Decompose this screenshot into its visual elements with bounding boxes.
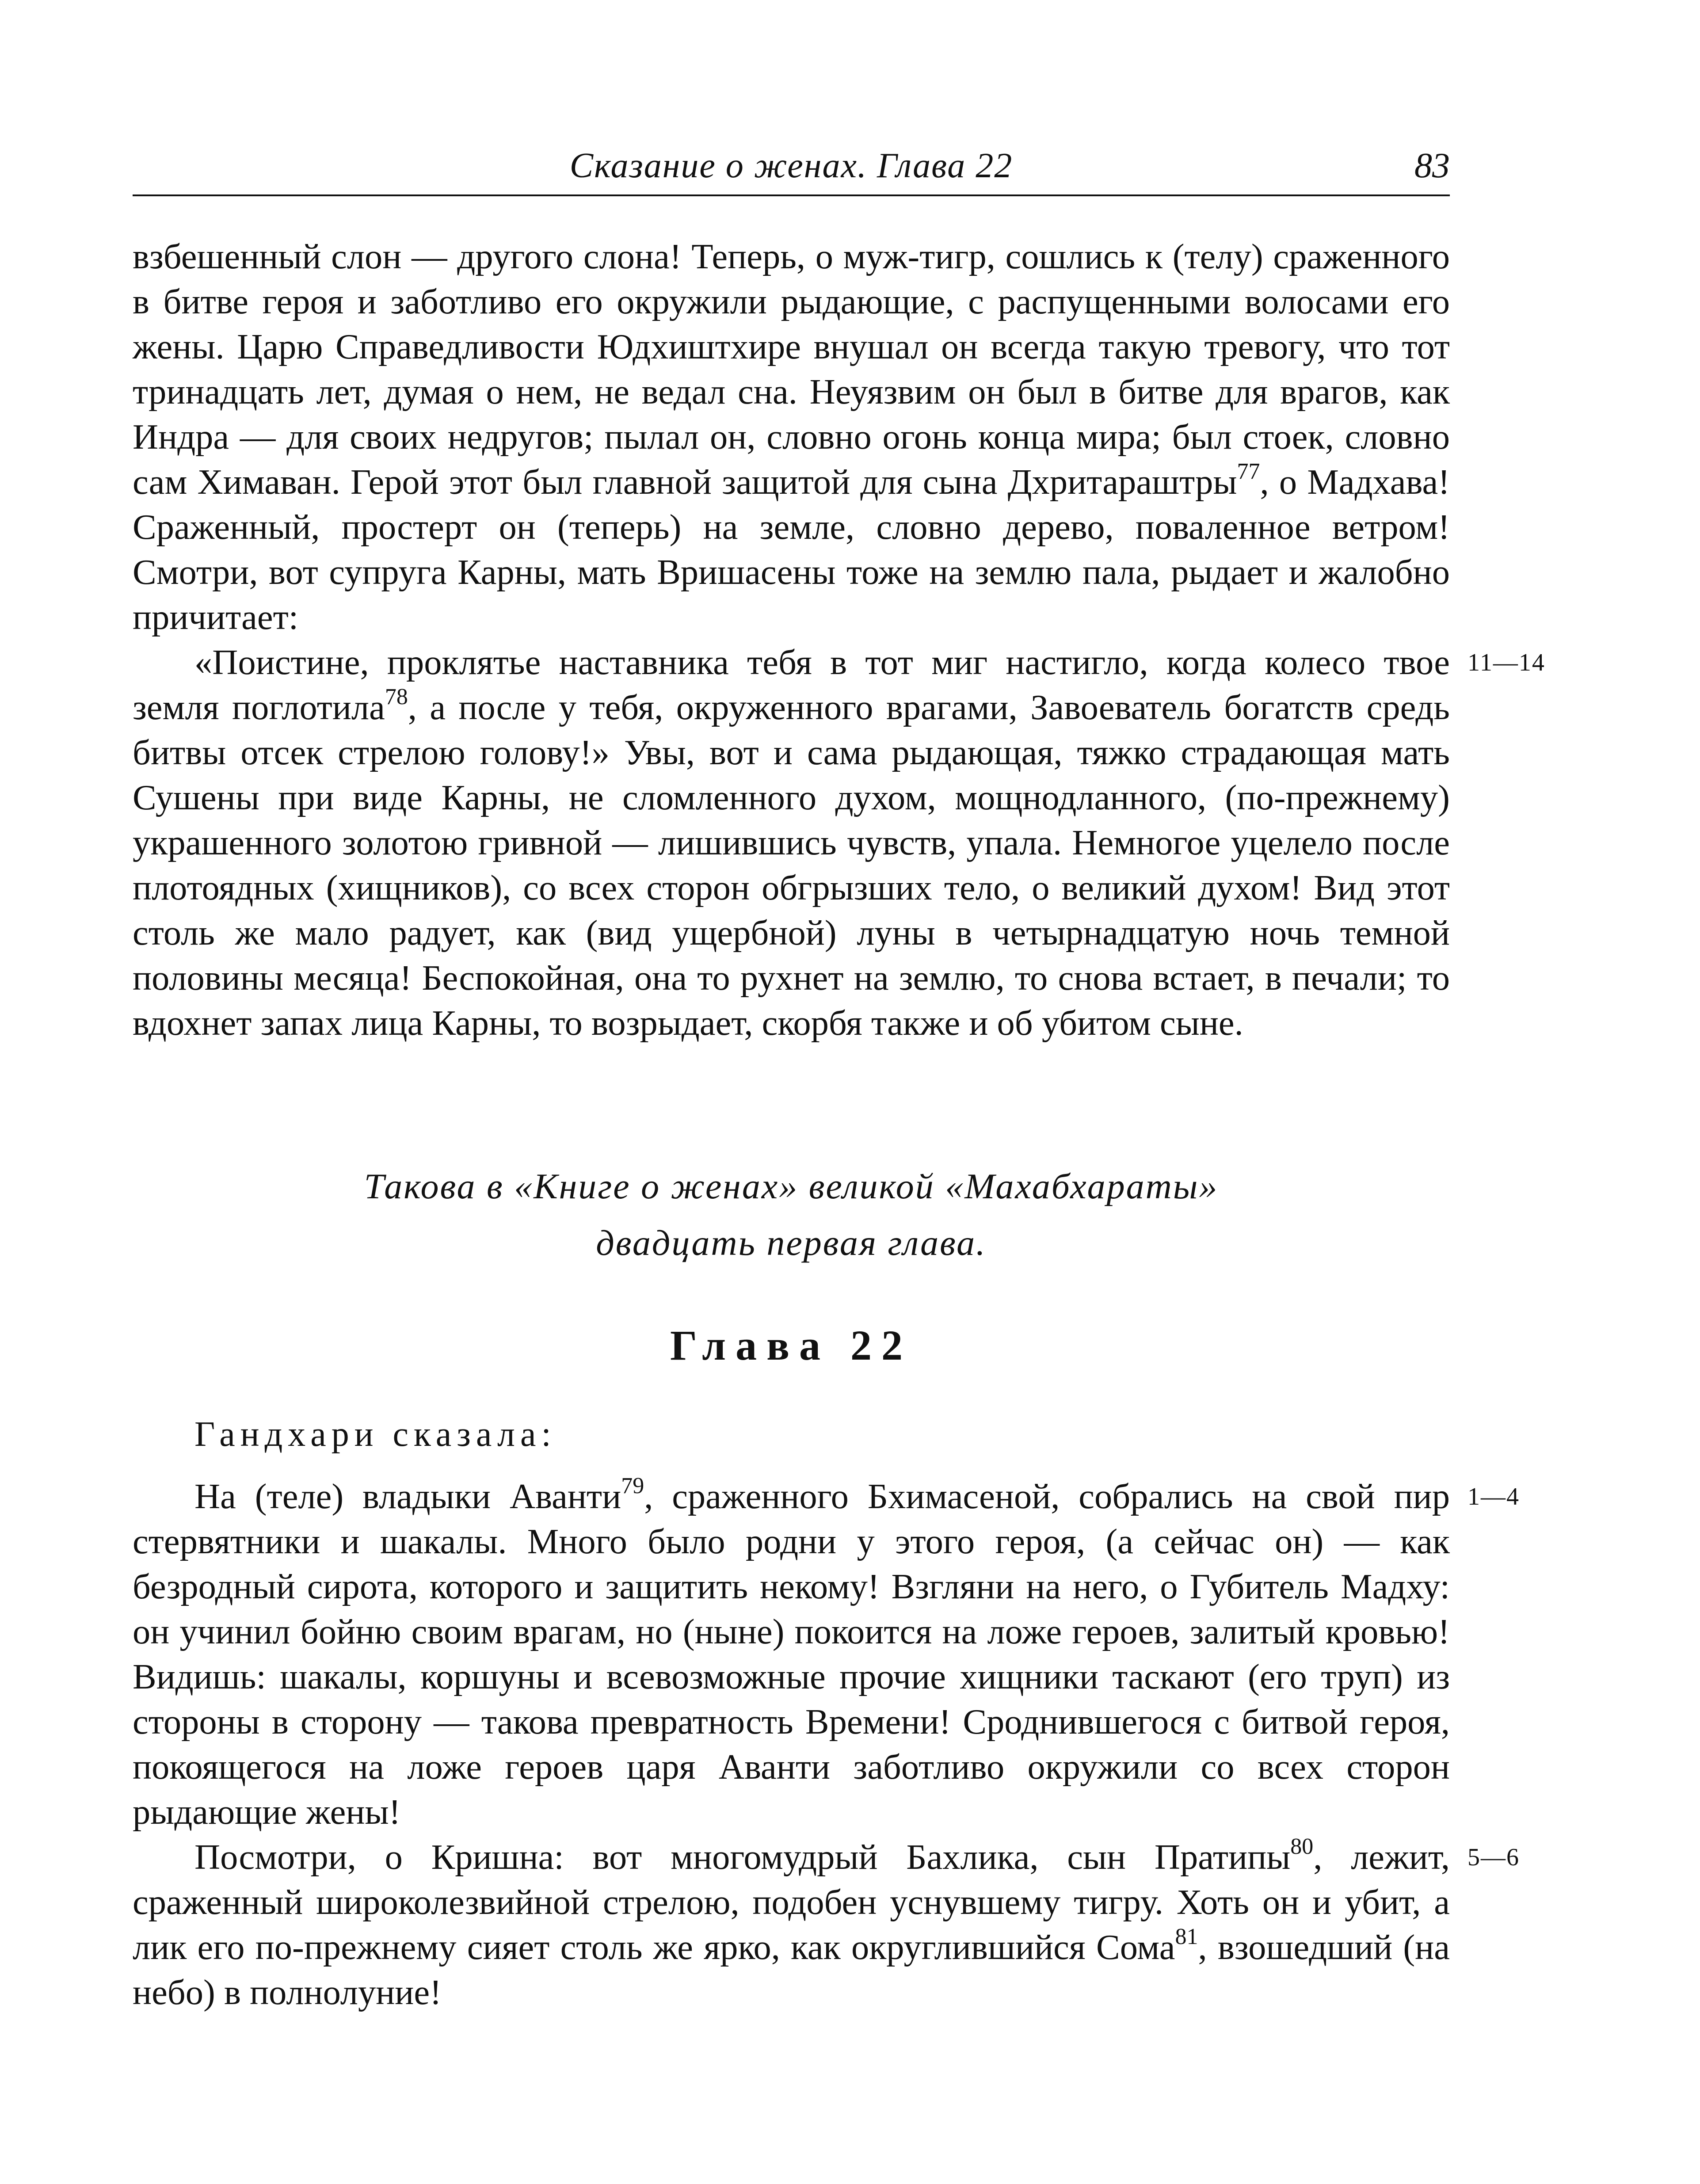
running-title: Сказание о женах. Глава 22 bbox=[569, 146, 1013, 185]
section-one bbox=[133, 234, 1545, 1046]
paragraph-text: Посмотри, о Кришна: вот многомудрый Бахлика, сын Пратипы bbox=[194, 1837, 1291, 1877]
section-two bbox=[133, 1473, 1520, 2015]
chapter-heading: Глава 22 bbox=[670, 1322, 912, 1369]
footnote-marker: 77 bbox=[1237, 459, 1260, 484]
colophon-line: Такова в «Книге о женах» великой «Махабхараты» bbox=[364, 1166, 1219, 1206]
footnote-marker: 79 bbox=[621, 1473, 644, 1499]
paragraph-text: , а после у тебя, окруженного врагами, Завоеватель богатств средь битвы отсек стрелою голову!» Увы, вот и сама рыдающая, тяжко страдающая мать Сушены при виде Карны, не сломленного духом, мощнодланного, (по-прежнему) украшенного золотою гривной — лишившись чувств, упала. Немногое уцелело после плотоядных (хищников), со всех сторон обгрызших тело, о великий духом! Вид этот столь же мало радует, как (вид ущербной) луны в четырнадцатую ночь темной половины месяца! Беспокойная, она то рухнет на землю, то снова встает, в печали; то вдохнет запах лица Карны, то возрыдает, скорбя также и об убитом сыне. bbox=[133, 688, 1450, 1043]
paragraph bbox=[133, 1834, 1520, 2015]
paragraph-text: взбешенный слон — другого слона! Теперь, о муж-тигр, сошлись к (телу) сраженного в битве героя и заботливо его окружили рыдающие, с распущенными волосами его жены. Царю Справедливости Юдхиштхире внушал он всегда такую тревогу, что тот тринадцать лет, думая о нем, не ведал сна. Неуязвим он был в битве для врагов, как Индра — для своих недругов; пылал он, словно огонь конца мира; был стоек, словно сам Химаван. Герой этот был главной защитой для сына Дхритараштры bbox=[133, 237, 1450, 502]
speaker-line: Гандхари сказала: bbox=[194, 1415, 557, 1454]
verse-reference: 5—6 bbox=[1467, 1844, 1520, 1871]
footnote-marker: 80 bbox=[1290, 1834, 1314, 1860]
paragraph-text: , взошедший (на небо) в полнолуние! bbox=[133, 1928, 1450, 2012]
paragraph bbox=[133, 234, 1450, 640]
paragraph-text: , лежит, сраженный широколезвийной стрелою, подобен уснувшему тигру. Хоть он и убит, а лик его по-прежнему сияет столь же ярко, как округлившийся Сома bbox=[133, 1837, 1450, 1967]
verse-reference: 1—4 bbox=[1467, 1483, 1520, 1510]
footnote-marker: 78 bbox=[385, 684, 408, 710]
chapter-colophon bbox=[133, 1158, 1450, 1271]
footnote-marker: 81 bbox=[1175, 1924, 1198, 1950]
paragraph-text: На (теле) владыки Аванти bbox=[194, 1477, 621, 1516]
running-header bbox=[133, 141, 1450, 196]
paragraph-text: , сраженного Бхимасеной, собрались на свой пир стервятники и шакалы. Много было родни у этого героя, (а сейчас он) — как безродный сирота, которого и защитить некому! Взгляни на него, о Губитель Мадху: он учинил бойню своим врагам, но (ныне) покоится на ложе героев, залитый кровью! Видишь: шакалы, коршуны и всевозможные прочие хищники таскают (его труп) из стороны в сторону — такова превратность Времени! Сроднившегося с битвой героя, покоящегося на ложе героев царя Аванти заботливо окружили со всех сторон рыдающие жены! bbox=[133, 1477, 1450, 1832]
page-number: 83 bbox=[1414, 146, 1450, 185]
paragraph-text: , о Мадхава! Сраженный, простерт он (теперь) на земле, словно дерево, поваленное ветром! Смотри, вот супруга Карны, мать Вришасены тоже на землю пала, рыдает и жалобно причитает: bbox=[133, 462, 1450, 637]
paragraph bbox=[133, 640, 1545, 1046]
colophon-line: двадцать первая глава. bbox=[596, 1223, 987, 1263]
verse-reference: 11—14 bbox=[1467, 649, 1545, 676]
paragraph-text: «Поистине, проклятье наставника тебя в тот миг настигло, когда колесо твое земля поглотила bbox=[133, 643, 1450, 727]
paragraph bbox=[133, 1473, 1520, 1835]
